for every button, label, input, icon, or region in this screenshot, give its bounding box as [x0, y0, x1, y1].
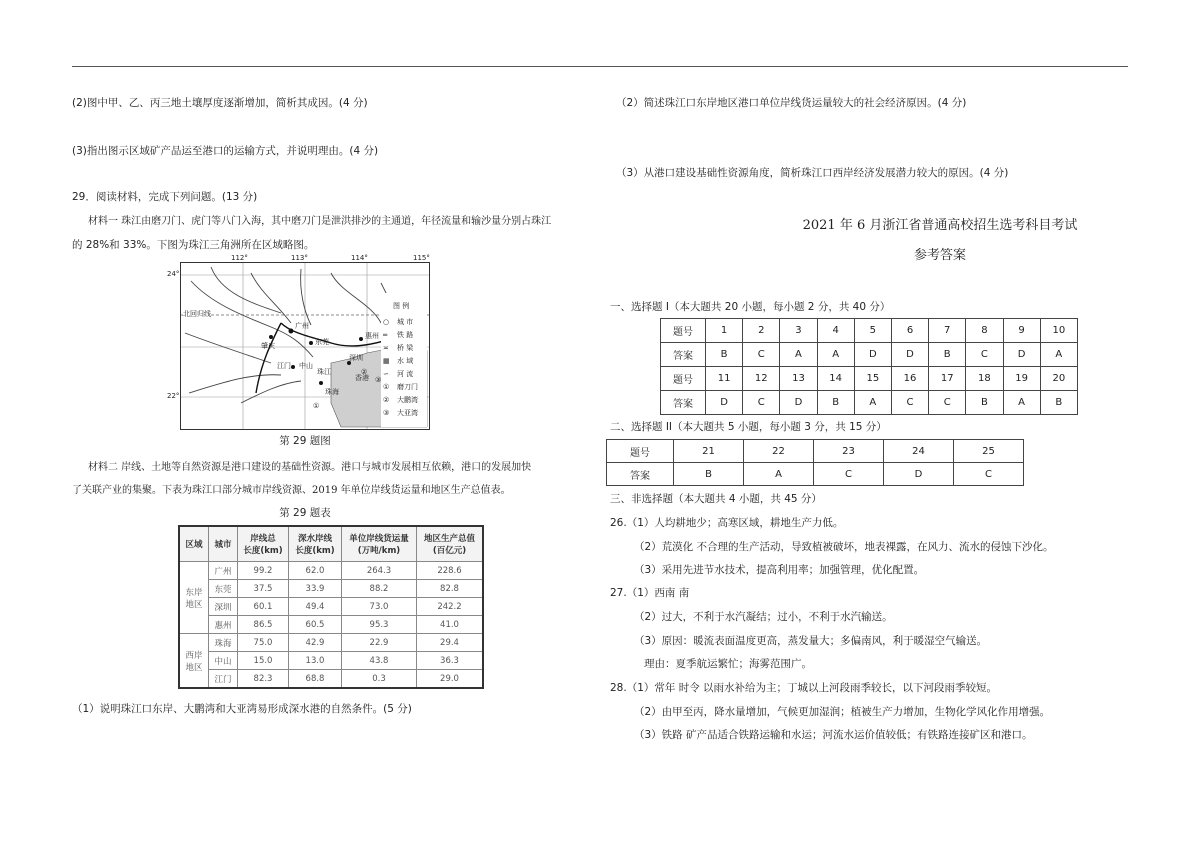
table-row: [607, 463, 1024, 486]
value-cell: 0.3: [342, 670, 417, 689]
material-1-line-1: 材料一 珠江由磨刀门、虎门等八门入海，其中磨刀门是泄洪排沙的主通道，年径流量和输沙量分别占珠江: [88, 216, 552, 227]
value-cell: 95.3: [342, 616, 417, 634]
value-cell: 41.0: [417, 616, 484, 634]
value-cell: 43.8: [342, 652, 417, 670]
question-29-3: （3）从港口建设基础性资源角度，简析珠江口西岸经济发展潜力较大的原因。(4 分): [616, 167, 1009, 179]
answer: D: [884, 463, 954, 486]
answer-27-4: 理由：夏季航运繁忙；海雾范围广。: [644, 658, 812, 670]
q-num: 1: [706, 319, 743, 343]
lon-label: 114°: [351, 254, 368, 262]
legend-title: 图 例: [393, 302, 410, 310]
q-num: 3: [780, 319, 817, 343]
city-cell: 惠州: [209, 616, 238, 634]
city-cell: 东莞: [209, 580, 238, 598]
q-num: 19: [1003, 367, 1040, 391]
value-cell: 37.5: [238, 580, 289, 598]
legend-modaomen: 磨刀门: [397, 383, 418, 391]
answer: B: [1040, 391, 1077, 415]
col-header: 深水岸线 长度(km): [289, 526, 342, 562]
table-header-row: [179, 526, 483, 562]
choice-answer-table-2: [606, 439, 1024, 486]
q-num: 2: [743, 319, 780, 343]
answer: C: [743, 391, 780, 415]
table-row: [661, 367, 1078, 391]
answer-27-3: （3）原因：暖流表面温度更高，蒸发量大；多偏南风，利于暖湿空气输送。: [634, 635, 988, 647]
material-2-line-1: 材料二 岸线、土地等自然资源是港口建设的基础性资源。港口与城市发展相互依赖，港口的发展加快: [88, 462, 532, 473]
value-cell: 73.0: [342, 598, 417, 616]
answer: A: [744, 463, 814, 486]
map-drawing: [181, 263, 429, 429]
value-cell: 62.0: [289, 562, 342, 580]
material-2-line-2: 了关联产业的集聚。下表为珠江口部分城市岸线资源、2019 年单位岸线货运量和地区生产总值表。: [72, 485, 511, 496]
question-29-2: （2）简述珠江口东岸地区港口单位岸线货运量较大的社会经济原因。(4 分): [616, 97, 967, 109]
legend-railway: 铁 路: [397, 331, 414, 339]
q-num: 6: [891, 319, 928, 343]
value-cell: 15.0: [238, 652, 289, 670]
question-29-1: （1）说明珠江口东岸、大鹏湾和大亚湾易形成深水港的自然条件。(5 分): [72, 703, 412, 715]
table-row: [179, 634, 483, 652]
q-num: 17: [929, 367, 966, 391]
value-cell: 60.1: [238, 598, 289, 616]
q-num: 8: [966, 319, 1003, 343]
answer: B: [817, 391, 854, 415]
value-cell: 228.6: [417, 562, 484, 580]
port-data-table: [178, 525, 484, 689]
col-header: 区域: [179, 526, 209, 562]
value-cell: 13.0: [289, 652, 342, 670]
q-num: 16: [891, 367, 928, 391]
col-header: 地区生产总值 (百亿元): [417, 526, 484, 562]
choice-answer-table-1: [660, 318, 1078, 415]
table-row: [661, 343, 1078, 367]
answer-27-2: （2）过大，不利于水汽凝结；过小，不利于水汽输送。: [634, 611, 893, 623]
legend-code-water: ▦: [383, 357, 390, 365]
q-num: 21: [674, 440, 744, 463]
answer: D: [1003, 343, 1040, 367]
table-row: [179, 616, 483, 634]
question-28-2: (2)图中甲、乙、丙三地土壤厚度逐渐增加，简析其成因。(4 分): [72, 97, 368, 109]
answer-28-1: 28.（1）常年 时令 以雨水补给为主；丁城以上河段雨季较长，以下河段雨季较短。: [610, 682, 998, 694]
q-num: 14: [817, 367, 854, 391]
value-cell: 33.9: [289, 580, 342, 598]
answer: B: [966, 391, 1003, 415]
legend-code-bridge: ≍: [383, 344, 389, 352]
answer: D: [706, 391, 743, 415]
row-label: 题号: [661, 367, 706, 391]
section-2-heading: 二、选择题 II（本大题共 5 小题，每小题 3 分，共 15 分）: [610, 421, 887, 433]
answer: B: [929, 343, 966, 367]
q-num: 24: [884, 440, 954, 463]
row-label: 题号: [607, 440, 674, 463]
table-row: [179, 652, 483, 670]
city-label-zhuhai: 珠海: [325, 388, 339, 396]
answer-title: 参考答案: [913, 248, 966, 263]
answer-26-1: 26.（1）人均耕地少；高寒区域，耕地生产力低。: [610, 517, 844, 529]
city-cell: 江门: [209, 670, 238, 689]
table-row: [179, 598, 483, 616]
q-num: 23: [814, 440, 884, 463]
answer-28-2: （2）由甲至丙，降水量增加，气候更加湿润；植被生产力增加，生物化学风化作用增强。: [634, 706, 1051, 718]
lat-label: 24°: [167, 270, 180, 278]
answer: B: [674, 463, 744, 486]
answer: A: [817, 343, 854, 367]
value-cell: 82.8: [417, 580, 484, 598]
row-label: 答案: [661, 343, 706, 367]
exam-title: 2021 年 6 月浙江省普通高校招生选考科目考试: [802, 218, 1078, 233]
value-cell: 264.3: [342, 562, 417, 580]
city-cell: 广州: [209, 562, 238, 580]
value-cell: 88.2: [342, 580, 417, 598]
legend-city: 城 市: [397, 318, 414, 326]
answer-27-1: 27.（1）西南 南: [610, 587, 690, 599]
value-cell: 42.9: [289, 634, 342, 652]
question-29-title: 29．阅读材料，完成下列问题。(13 分): [72, 191, 258, 203]
region-cell: 东岸 地区: [179, 562, 209, 634]
answer-26-3: （3）采用先进节水技术，提高利用率；加强管理，优化配置。: [634, 564, 925, 576]
answer: A: [1003, 391, 1040, 415]
legend-code-dapeng: ②: [383, 396, 390, 404]
legend-code-river: ∽: [383, 370, 389, 378]
row-label: 答案: [607, 463, 674, 486]
city-label-zhaoqing: 肇庆: [261, 342, 275, 350]
answer-28-3: （3）铁路 矿产品适合铁路运输和水运；河流水运价值较低；有铁路连接矿区和港口。: [634, 729, 1033, 741]
value-cell: 99.2: [238, 562, 289, 580]
answer: C: [954, 463, 1024, 486]
value-cell: 86.5: [238, 616, 289, 634]
q-num: 5: [854, 319, 891, 343]
answer-26-2: （2）荒漠化 不合理的生产活动，导致植被破坏，地表裸露，在风力、流水的侵蚀下沙化。: [634, 541, 1054, 553]
lat-label: 22°: [167, 392, 180, 400]
q-num: 18: [966, 367, 1003, 391]
value-cell: 60.5: [289, 616, 342, 634]
legend-bridge: 桥 梁: [397, 344, 414, 352]
q-num: 4: [817, 319, 854, 343]
value-cell: 242.2: [417, 598, 484, 616]
col-header: 岸线总 长度(km): [238, 526, 289, 562]
city-label-shenzhen: 深圳: [349, 354, 363, 362]
marker-1: ①: [313, 402, 320, 410]
answer: C: [743, 343, 780, 367]
value-cell: 29.0: [417, 670, 484, 689]
legend-water: 水 域: [397, 357, 414, 365]
river-label-pearl: 珠江: [317, 368, 331, 376]
city-label-dongguan: 东莞: [315, 338, 329, 346]
table-row: [179, 580, 483, 598]
q-num: 12: [743, 367, 780, 391]
row-label: 答案: [661, 391, 706, 415]
value-cell: 36.3: [417, 652, 484, 670]
region-cell: 西岸 地区: [179, 634, 209, 689]
q-num: 13: [780, 367, 817, 391]
q-num: 20: [1040, 367, 1077, 391]
q-num: 15: [854, 367, 891, 391]
tropic-label: 北回归线: [183, 307, 211, 321]
answer: D: [854, 343, 891, 367]
legend-river: 河 流: [397, 370, 414, 378]
header-rule: [72, 66, 1128, 67]
value-cell: 29.4: [417, 634, 484, 652]
q-num: 10: [1040, 319, 1077, 343]
table-row: [661, 391, 1078, 415]
legend-dapeng: 大鹏湾: [397, 396, 418, 404]
answer: A: [854, 391, 891, 415]
legend-daya: 大亚湾: [397, 409, 418, 417]
answer: D: [891, 343, 928, 367]
legend-code-railway: ═: [383, 331, 388, 339]
marker-3: ③: [375, 376, 382, 384]
question-28-3: (3)指出图示区域矿产品运至港口的运输方式，并说明理由。(4 分): [72, 145, 379, 157]
city-label-guangzhou: 广州: [295, 322, 309, 330]
answer: C: [966, 343, 1003, 367]
table-row: [179, 670, 483, 689]
q-num: 11: [706, 367, 743, 391]
city-label-huizhou: 惠州: [365, 332, 379, 340]
value-cell: 68.8: [289, 670, 342, 689]
answer: D: [780, 391, 817, 415]
city-label-zhongshan: 中山: [299, 362, 313, 370]
value-cell: 49.4: [289, 598, 342, 616]
answer: A: [780, 343, 817, 367]
q-num: 9: [1003, 319, 1040, 343]
lon-label: 113°: [291, 254, 308, 262]
answer: B: [706, 343, 743, 367]
row-label: 题号: [661, 319, 706, 343]
table-row: [607, 440, 1024, 463]
marker-2: ②: [361, 368, 368, 376]
answer: A: [1040, 343, 1077, 367]
table-row: [661, 319, 1078, 343]
city-cell: 深圳: [209, 598, 238, 616]
col-header: 城市: [209, 526, 238, 562]
answer: C: [929, 391, 966, 415]
pearl-river-delta-map: [167, 254, 430, 430]
section-1-heading: 一、选择题 I（本大题共 20 小题，每小题 2 分，共 40 分）: [610, 301, 891, 313]
figure-caption: 第 29 题图: [279, 435, 331, 447]
col-header: 单位岸线货运量 (万吨/km): [342, 526, 417, 562]
city-cell: 珠海: [209, 634, 238, 652]
lon-label: 112°: [231, 254, 248, 262]
table-row: [179, 562, 483, 580]
answer: C: [891, 391, 928, 415]
lon-label: 115°: [413, 254, 430, 262]
legend-code-city: ○: [383, 318, 390, 326]
section-3-heading: 三、非选择题（本大题共 4 小题，共 45 分）: [610, 493, 822, 505]
material-1-line-2: 的 28%和 33%。下图为珠江三角洲所在区域略图。: [72, 239, 315, 251]
city-cell: 中山: [209, 652, 238, 670]
legend-code-daya: ③: [383, 409, 390, 417]
value-cell: 75.0: [238, 634, 289, 652]
city-label-hongkong: 香港: [355, 374, 369, 382]
value-cell: 22.9: [342, 634, 417, 652]
q-num: 25: [954, 440, 1024, 463]
answer: C: [814, 463, 884, 486]
value-cell: 82.3: [238, 670, 289, 689]
city-label-jiangmen: 江门: [277, 362, 291, 370]
table-caption: 第 29 题表: [279, 507, 331, 519]
legend-code-modaomen: ①: [383, 383, 390, 391]
q-num: 7: [929, 319, 966, 343]
q-num: 22: [744, 440, 814, 463]
